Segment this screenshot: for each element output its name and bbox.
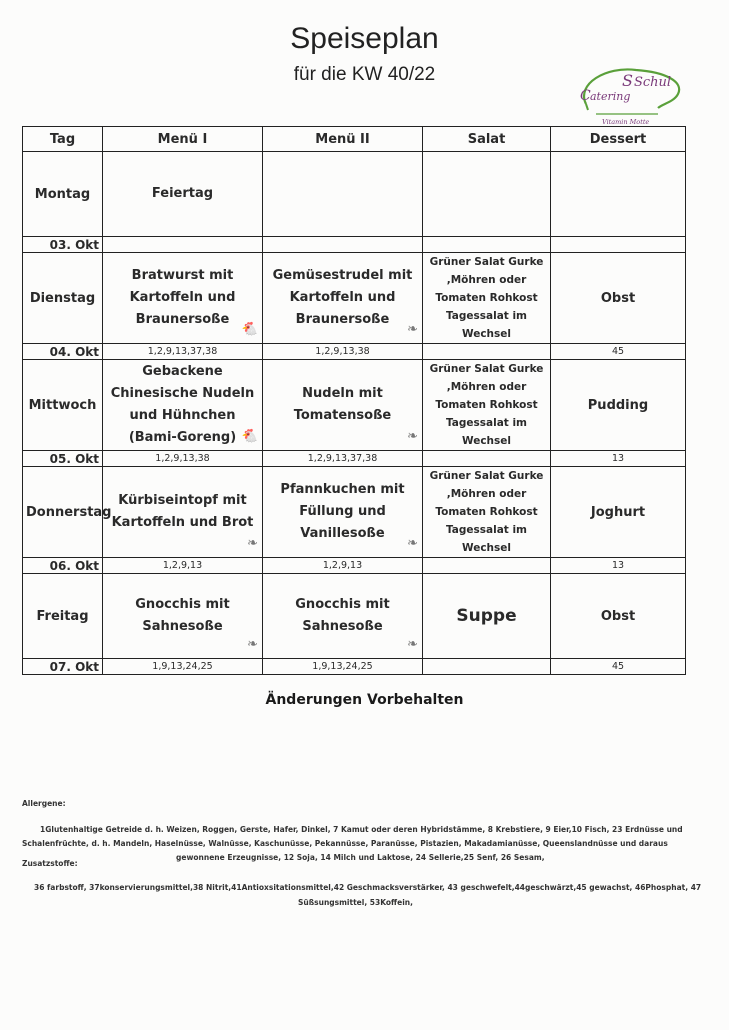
changes-note: Änderungen Vorbehalten (265, 692, 464, 708)
menu-1-allergens (103, 237, 263, 253)
day-row (23, 467, 686, 558)
allergene-text-3: gewonnene Erzeugnisse, 12 Soja, 14 Milch und Laktose, 24 Sellerie,25 Senf, 26 Sesam, (176, 853, 545, 862)
menu-1-dish (103, 253, 263, 344)
menu-1-allergens: 1,9,13,24,25 (103, 659, 263, 675)
svg-text:Schul: Schul (634, 75, 672, 90)
salad-text (423, 253, 551, 344)
menu-2-allergens: 1,2,9,13,37,38 (263, 451, 423, 467)
salad-allergens (423, 237, 551, 253)
menu-2-allergens: 1,9,13,24,25 (263, 659, 423, 675)
dessert-number (551, 237, 686, 253)
zusatz-text-1: 36 farbstoff, 37konservierungsmittel,38 Nitrit,41Antioxsitationsmittel,42 Geschmacksverstärker, 43 geschwefelt,44geschwärzt,45 gewachst, 46Phosphat, 47 (34, 883, 702, 892)
menu-2-allergens: 1,2,9,13 (263, 558, 423, 574)
menu-1-dish (103, 360, 263, 451)
day-name-label: Donnerstag (26, 504, 112, 520)
menu-1-dish-label: Kürbiseintopf mit Kartoffeln und Brot (111, 493, 254, 530)
day-name (23, 467, 112, 558)
menu-2-dish-label: Nudeln mit Tomatensoße (293, 386, 392, 423)
menu-2-dish-label: Pfannkuchen mit Füllung und Vanillesoße (280, 482, 405, 541)
page-subtitle: für die KW 40/22 (293, 64, 436, 85)
dessert-text-label: Obst (600, 608, 636, 624)
menu-1-dish-label: Bratwurst mit Kartoffeln und Braunersoße (129, 268, 236, 327)
header-menu-2: Menü II (263, 127, 423, 152)
dessert-text-label: Joghurt (590, 504, 646, 520)
day-row (23, 360, 686, 451)
allergene-text-2: Schalenfrüchte, d. h. Mandeln, Haselnüsse, Walnüsse, Kaschunüsse, Pekannüsse, Paranüsse, Pistazien, Makadamianüsse, Queenslandnüsse und daraus (22, 839, 668, 848)
salad-allergens (423, 451, 551, 467)
dessert-text (551, 467, 686, 558)
allergene-label: Allergene: (22, 799, 66, 808)
day-date: 04. Okt (23, 344, 103, 360)
page-title: Speiseplan (290, 22, 439, 55)
day-date: 07. Okt (23, 659, 103, 675)
table-header-row (23, 127, 686, 152)
zusatzstoffe-label: Zusatzstoffe: (22, 859, 78, 868)
day-date: 05. Okt (23, 451, 103, 467)
day-row (23, 253, 686, 344)
dessert-number: 45 (551, 659, 686, 675)
menu-table-body (23, 152, 686, 675)
date-row (23, 344, 686, 360)
day-name (23, 253, 103, 344)
day-name-label: Freitag (36, 608, 89, 624)
salad-text-label: Grüner Salat Gurke ,Möhren oder Tomaten Rohkost Tagessalat im Wechsel (429, 363, 544, 447)
menu-2-allergens: 1,2,9,13,38 (263, 344, 423, 360)
menu-2-dish (263, 152, 423, 237)
day-name (23, 152, 103, 237)
menu-1-dish-label: Gnocchis mit Sahnesoße (135, 597, 230, 634)
salad-allergens (423, 659, 551, 675)
dessert-text (551, 360, 686, 451)
salad-allergens (423, 344, 551, 360)
day-date: 06. Okt (23, 558, 103, 574)
menu-2-dish (263, 467, 423, 558)
vegetable-icon: ❧ (407, 536, 418, 551)
menu-1-allergens: 1,2,9,13,37,38 (103, 344, 263, 360)
vegetable-icon: ❧ (407, 637, 418, 652)
day-row (23, 152, 686, 237)
menu-2-dish (263, 574, 423, 659)
chicken-icon: 🐔 (241, 322, 258, 337)
dessert-text-label: Pudding (587, 397, 649, 413)
header-menu-1: Menü I (103, 127, 263, 152)
vegetable-icon: ❧ (407, 322, 418, 337)
salad-allergens (423, 558, 551, 574)
dessert-text (551, 574, 686, 659)
menu-1-allergens: 1,2,9,13,38 (103, 451, 263, 467)
svg-text:atering: atering (590, 90, 631, 103)
day-name-label: Mittwoch (28, 397, 97, 413)
zusatz-text-2: Süßsungsmittel, 53Koffein, (298, 898, 413, 907)
date-row (23, 451, 686, 467)
vegetable-icon: ❧ (247, 637, 258, 652)
svg-text:C: C (580, 88, 591, 104)
svg-text:S: S (622, 71, 633, 90)
dessert-text-label: Obst (600, 290, 636, 306)
menu-2-dish (263, 253, 423, 344)
salad-text (423, 152, 551, 237)
menu-table (22, 126, 686, 675)
salad-text (423, 467, 551, 558)
menu-2-allergens (263, 237, 423, 253)
dessert-number: 13 (551, 558, 686, 574)
day-name-label: Dienstag (29, 290, 96, 306)
dessert-number: 45 (551, 344, 686, 360)
menu-1-dish (103, 574, 263, 659)
menu-2-dish-label: Gemüsestrudel mit Kartoffeln und Braunersoße (272, 268, 413, 327)
date-row (23, 558, 686, 574)
header-tag: Tag (23, 127, 103, 152)
dessert-number: 13 (551, 451, 686, 467)
day-date: 03. Okt (23, 237, 103, 253)
dessert-text (551, 152, 686, 237)
date-row (23, 659, 686, 675)
vegetable-icon: ❧ (407, 429, 418, 444)
vegetable-icon: ❧ (247, 536, 258, 551)
salad-text-label: Grüner Salat Gurke ,Möhren oder Tomaten Rohkost Tagessalat im Wechsel (429, 470, 544, 554)
allergene-text-1: 1Glutenhaltige Getreide d. h. Weizen, Roggen, Gerste, Hafer, Dinkel, 7 Kamut oder deren Hybridstämme, 8 Krebstiere, 9 Eier,10 Fisch, 23 Erdnüsse und (40, 825, 683, 834)
catering-logo (566, 64, 686, 128)
svg-text:Vitamin Motte: Vitamin Motte (602, 118, 650, 126)
day-row (23, 574, 686, 659)
salad-text (423, 574, 551, 659)
salad-text (423, 360, 551, 451)
day-name (23, 574, 103, 659)
menu-1-dish (103, 152, 263, 237)
dessert-text (551, 253, 686, 344)
date-row (23, 237, 686, 253)
header-salat: Salat (423, 127, 551, 152)
salad-text-label: Suppe (456, 606, 517, 626)
menu-2-dish (263, 360, 423, 451)
day-name-label: Montag (34, 186, 91, 202)
header-dessert: Dessert (551, 127, 686, 152)
day-name (23, 360, 103, 451)
salad-text-label: Grüner Salat Gurke ,Möhren oder Tomaten Rohkost Tagessalat im Wechsel (429, 256, 544, 340)
menu-1-allergens: 1,2,9,13 (103, 558, 263, 574)
menu-1-dish-label: Gebackene Chinesische Nudeln und Hühnchen (Bami-Goreng) (110, 364, 255, 445)
menu-2-dish-label: Gnocchis mit Sahnesoße (295, 597, 390, 634)
chicken-icon: 🐔 (241, 429, 258, 444)
menu-1-dish (103, 467, 263, 558)
menu-1-dish-label: Feiertag (151, 186, 214, 201)
